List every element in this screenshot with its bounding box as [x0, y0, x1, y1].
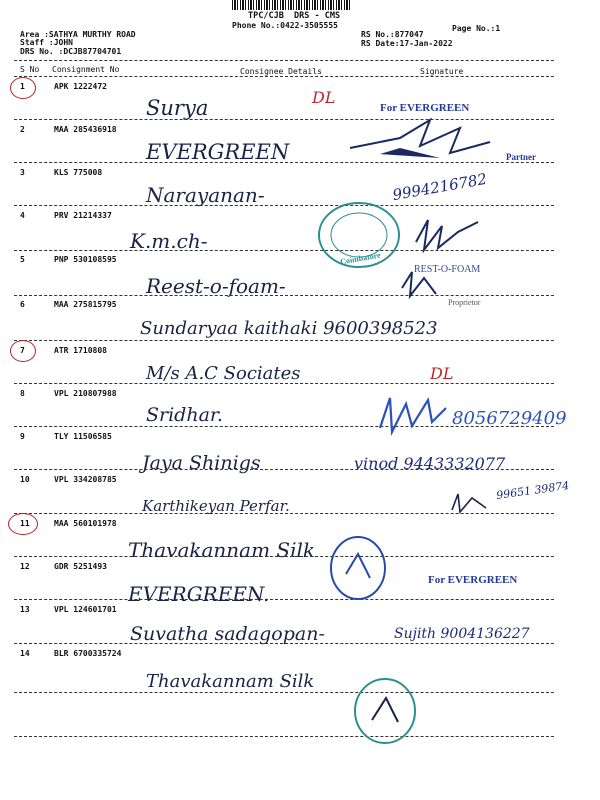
phone-handwriting: 8056729409: [452, 408, 567, 429]
col-consignment: Consignment No: [52, 65, 120, 74]
area: Area :SATHYA MURTHY ROAD: [20, 30, 136, 39]
row-number: 8: [20, 389, 25, 398]
stamp-evergreen: For EVERGREEN: [380, 102, 470, 114]
red-circle-mark: [8, 513, 38, 535]
row-number: 7: [20, 346, 25, 355]
consignee-handwriting: EVERGREEN.: [128, 582, 270, 606]
consignee-handwriting: M/s A.C Sociates: [146, 363, 301, 384]
dl-mark: DL: [430, 364, 454, 383]
row-divider: [14, 643, 554, 644]
consignee-handwriting: Karthikeyan Perfar.: [142, 497, 290, 515]
stamp-restofoam: REST-O-FOAM: [414, 264, 481, 275]
red-circle-mark: [10, 340, 36, 362]
row-divider: [14, 295, 554, 296]
row-number: 13: [20, 605, 30, 614]
drs-number: DRS No. :DCJB87704701: [20, 47, 122, 56]
signature-row-1: [340, 108, 500, 168]
row-divider: [14, 692, 554, 693]
consignee-handwriting: Sridhar.: [146, 404, 223, 426]
row-number: 14: [20, 649, 30, 658]
row-number: 3: [20, 168, 25, 177]
stamp-evergreen: For EVERGREEN: [428, 574, 518, 586]
consignment-number: ATR 1710808: [54, 346, 107, 355]
stamp-city: Coimbatore: [339, 250, 382, 267]
consignment-number: VPL 334208785: [54, 475, 117, 484]
red-circle-mark: [10, 77, 36, 99]
signature-row-10: [448, 490, 492, 516]
consignment-number: VPL 124601701: [54, 605, 117, 614]
row-divider: [14, 205, 554, 206]
row-divider: [14, 556, 554, 557]
columns-divider: [14, 76, 554, 77]
consignee-handwriting: Jaya Shinigs: [142, 452, 261, 474]
rs-date: RS Date:17-Jan-2022: [361, 39, 453, 48]
consignee-handwriting: Sundaryaa kaithaki 9600398523: [140, 318, 438, 339]
row-divider: [14, 340, 554, 341]
consignee-handwriting: Thavakannam Silk: [128, 538, 316, 562]
col-consignee: Consignee Details: [240, 67, 322, 76]
consignee-handwriting: Surya: [146, 96, 209, 120]
row-number: 12: [20, 562, 30, 571]
consignment-number: KLS 775008: [54, 168, 103, 177]
barcode: [232, 0, 350, 10]
rs-number: RS No.:877047: [361, 30, 424, 39]
consignee-handwriting: Suvatha sadagopan-: [130, 623, 325, 645]
header-divider: [14, 60, 554, 61]
consignment-number: MAA 285436918: [54, 125, 117, 134]
phone-number: Phone No.:0422-3505555: [232, 21, 338, 30]
row-number: 11: [20, 519, 30, 528]
row-number: 4: [20, 211, 25, 220]
consignee-handwriting: Thavakannam Silk: [146, 671, 315, 692]
consignment-number: PNP 530108595: [54, 255, 117, 264]
staff: Staff :JOHN: [20, 38, 73, 47]
phone-handwriting: 99651 39874: [495, 478, 571, 503]
signature-row-5: [396, 268, 446, 302]
consignment-number: BLR 6700335724: [54, 649, 122, 658]
col-sno: S No: [20, 65, 40, 74]
consignment-number: MAA 560101978: [54, 519, 117, 528]
page-number: Page No.:1: [452, 24, 501, 33]
consignment-number: PRV 21214337: [54, 211, 112, 220]
consignee-handwriting: Narayanan-: [146, 183, 265, 207]
dl-mark: DL: [312, 88, 336, 107]
consignee-handwriting: K.m.ch-: [130, 229, 208, 253]
consignment-number: APK 1222472: [54, 82, 107, 91]
stamp-partner: Partner: [506, 152, 536, 162]
row-number: 1: [20, 82, 25, 91]
consignment-number: GDR 5251493: [54, 562, 107, 571]
row-number: 5: [20, 255, 25, 264]
report-title: TPC/CJB DRS - CMS: [248, 11, 341, 21]
row-divider: [14, 383, 554, 384]
row-number: 2: [20, 125, 25, 134]
round-stamp: [352, 676, 418, 746]
signature-row-8: [372, 392, 452, 438]
consignee-handwriting: Reest-o-foam-: [146, 274, 286, 298]
consignee-handwriting: EVERGREEN: [146, 140, 290, 164]
col-signature: Signature: [420, 67, 464, 76]
row-number: 9: [20, 432, 25, 441]
bottom-divider: [14, 736, 554, 737]
row-number: 6: [20, 300, 25, 309]
consignment-number: MAA 275815795: [54, 300, 117, 309]
row-divider: [14, 599, 554, 600]
phone-handwriting: vinod 9443332077: [354, 454, 506, 473]
consignment-number: VPL 210807988: [54, 389, 117, 398]
consignment-number: TLY 11506585: [54, 432, 112, 441]
signature-row-4: [408, 212, 488, 256]
phone-handwriting: 9994216782: [391, 169, 489, 205]
round-stamp: [328, 534, 388, 602]
signature-handwriting: Sujith 9004136227: [394, 626, 530, 642]
row-number: 10: [20, 475, 30, 484]
stamp-proprietor: Proprietor: [448, 298, 481, 307]
